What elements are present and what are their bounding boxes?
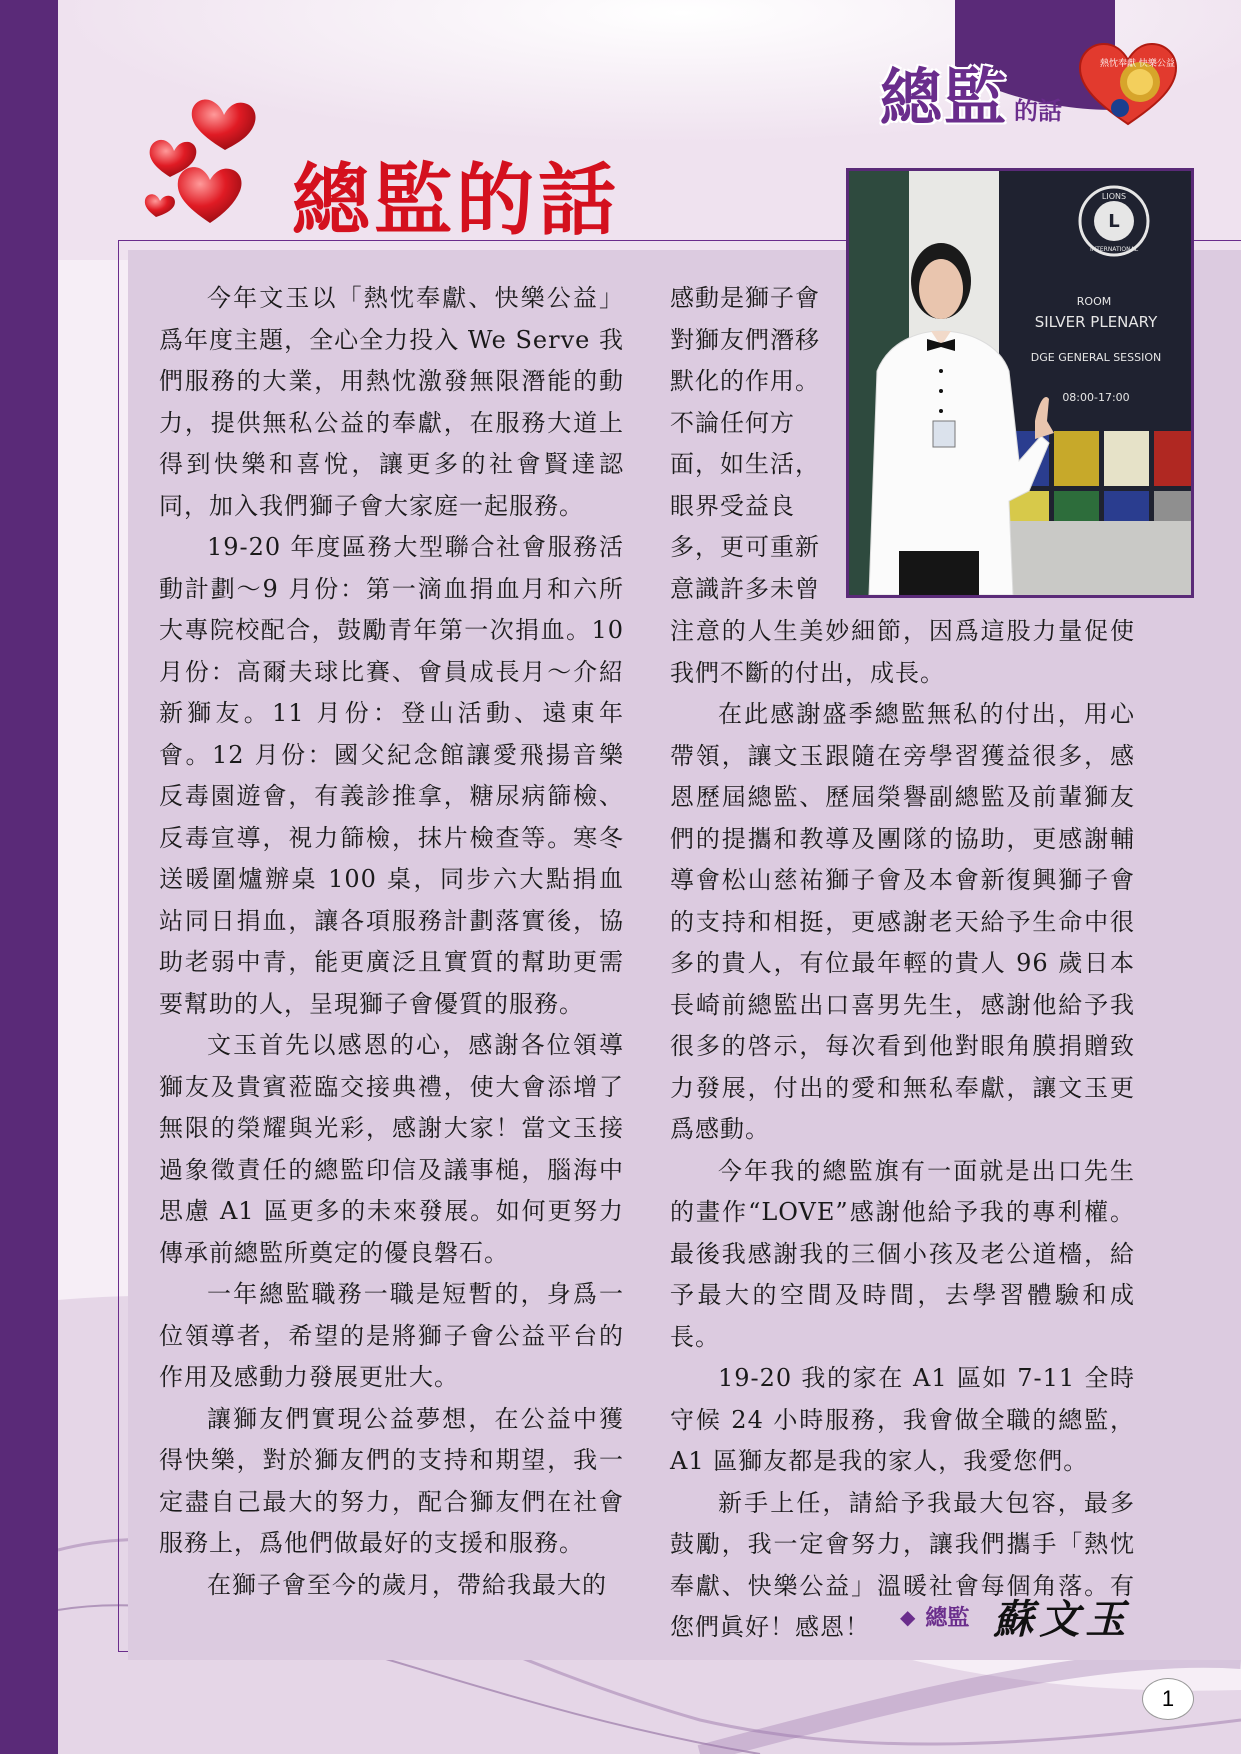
section-title-small: 的話: [1014, 96, 1063, 125]
paragraph: 在此感謝盛季總監無私的付出，用心帶領，讓文玉跟隨在旁學習獲益很多，感恩歷屆總監、歷屆榮譽副總監及前輩獅友們的提攜和教導及團隊的協助，更感謝輔導會松山慈祐獅子會及本會新復興獅子會的支持和相挺，更感謝老天給予生命中很多的貴人，有位最年輕的貴人 96 歲日本長崎前總監出口喜男先生，感謝他給予我很多的啓示，每次看到他對眼角膜捐贈致力發展，付出的愛和無私奉獻，讓文玉更爲感動。: [670, 700, 1135, 1143]
right-column-top: [670, 278, 820, 610]
text-line: 感動是獅子會: [670, 284, 820, 312]
lions-logo-icon: [1080, 187, 1148, 255]
photo-sign-room: ROOM: [1076, 295, 1112, 308]
paragraph: 讓獅友們實現公益夢想，在公益中獲得快樂，對於獅友們的支持和期望，我一定盡自己最大的努力，配合獅友們在社會服務上，爲他們做最好的支援和服務。: [159, 1404, 624, 1557]
diamond-icon: ◆: [900, 1604, 916, 1629]
text-line: 對獅友們潛移: [670, 325, 820, 354]
paragraph: 在獅子會至今的歲月，帶給我最大的: [207, 1570, 607, 1599]
paragraph: 今年我的總監旗有一面就是出口先生的畫作“LOVE”感謝他給予我的專利權。最後我感謝我的三個小孩及老公道檣，給予最大的空間及時間，去學習體驗和成長。: [670, 1156, 1135, 1351]
right-column: [670, 611, 1135, 1649]
paragraph: 今年文玉以「熱忱奉獻、快樂公益」爲年度主題，全心全力投入 We Serve 我們服務的大業，用熱忱激發無限潛能的動力，提供無私公益的奉獻，在服務大道上得到快樂和喜悅，讓更多的社會賢達認同，加入我們獅子會大家庭一起服務。: [159, 284, 624, 520]
section-header: [880, 48, 1062, 137]
text-line: 意識許多未曾: [670, 574, 820, 603]
paragraph: 19-20 年度區務大型聯合社會服務活動計劃～9 月份：第一滴血捐血月和六所大專院校配合，鼓勵青年第一次捐血。10 月份：高爾夫球比賽、會員成長月～介紹新獅友。11 月份：登山活動、遠東年會。12 月份：國父紀念館讓愛飛揚音樂反毒園遊會，有義診推拿，糖尿病篩檢、反毒宣導，視力篩檢，抹片檢查等。寒冬送暖圍爐辦桌 100 桌，同步六大點捐血站同日捐血，讓各項服務計劃落實後，協助老弱中青，能更廣泛且實質的幫助更需要幫助的人，呈現獅子會優質的服務。: [159, 533, 624, 1018]
paragraph: 一年總監職務一職是短暫的，身爲一位領導者，希望的是將獅子會公益平台的作用及感動力發展更壯大。: [159, 1280, 624, 1391]
signature: [900, 1588, 1131, 1645]
section-title-big: 總監: [880, 61, 1009, 134]
svg-text:L: L: [1108, 211, 1120, 232]
text-line: 面，如生活，: [670, 450, 820, 478]
page-title: 總監的話: [292, 155, 621, 246]
paragraph: 新手上任，請給予我最大包容，最多鼓勵，我一定會努力，讓我們攜手「熱忱奉獻、快樂公益」溫暖社會每個角落。有您們眞好！感恩！: [670, 1488, 1135, 1641]
svg-text:LIONS: LIONS: [1101, 192, 1127, 201]
signature-name: 蘇文玉: [993, 1596, 1132, 1643]
hearts-icon: [140, 95, 265, 225]
svg-text:INTERNATIONAL: INTERNATIONAL: [1089, 246, 1139, 253]
text-line: 默化的作用。: [670, 367, 820, 395]
left-color-bar: [0, 0, 58, 1754]
left-column: [159, 278, 624, 1606]
photo-sign-title: SILVER PLENARY: [1034, 313, 1158, 331]
photo-sign-time: 08:00-17:00: [1062, 391, 1130, 404]
badge-text: 熱忱奉獻 快樂公益: [1100, 59, 1175, 69]
paragraph: 注意的人生美妙細節，因爲這股力量促使我們不斷的付出，成長。: [670, 617, 1135, 687]
paragraph: 19-20 我的家在 A1 區如 7-11 全時守候 24 小時服務，我會做全職的總監，A1 區獅友都是我的家人，我愛您們。: [670, 1364, 1135, 1475]
text-line: 多，更可重新: [670, 533, 820, 561]
lion-heart-badge-icon: [1078, 42, 1178, 128]
photo-sign-session: DGE GENERAL SESSION: [1030, 351, 1162, 364]
signature-role: 總監: [925, 1605, 970, 1631]
governor-photo: [846, 168, 1194, 598]
text-line: 眼界受益良: [670, 491, 795, 520]
text-line: 不論任何方: [670, 408, 795, 437]
paragraph: 文玉首先以感恩的心，感謝各位領導獅友及貴賓蒞臨交接典禮，使大會添增了無限的榮耀與光彩，感謝大家！當文玉接過象徵責任的總監印信及議事槌，腦海中思慮 A1 區更多的未來發展。如何更努力傳承前總監所奠定的優良磐石。: [159, 1031, 624, 1267]
page-number: 1: [1142, 1678, 1194, 1720]
